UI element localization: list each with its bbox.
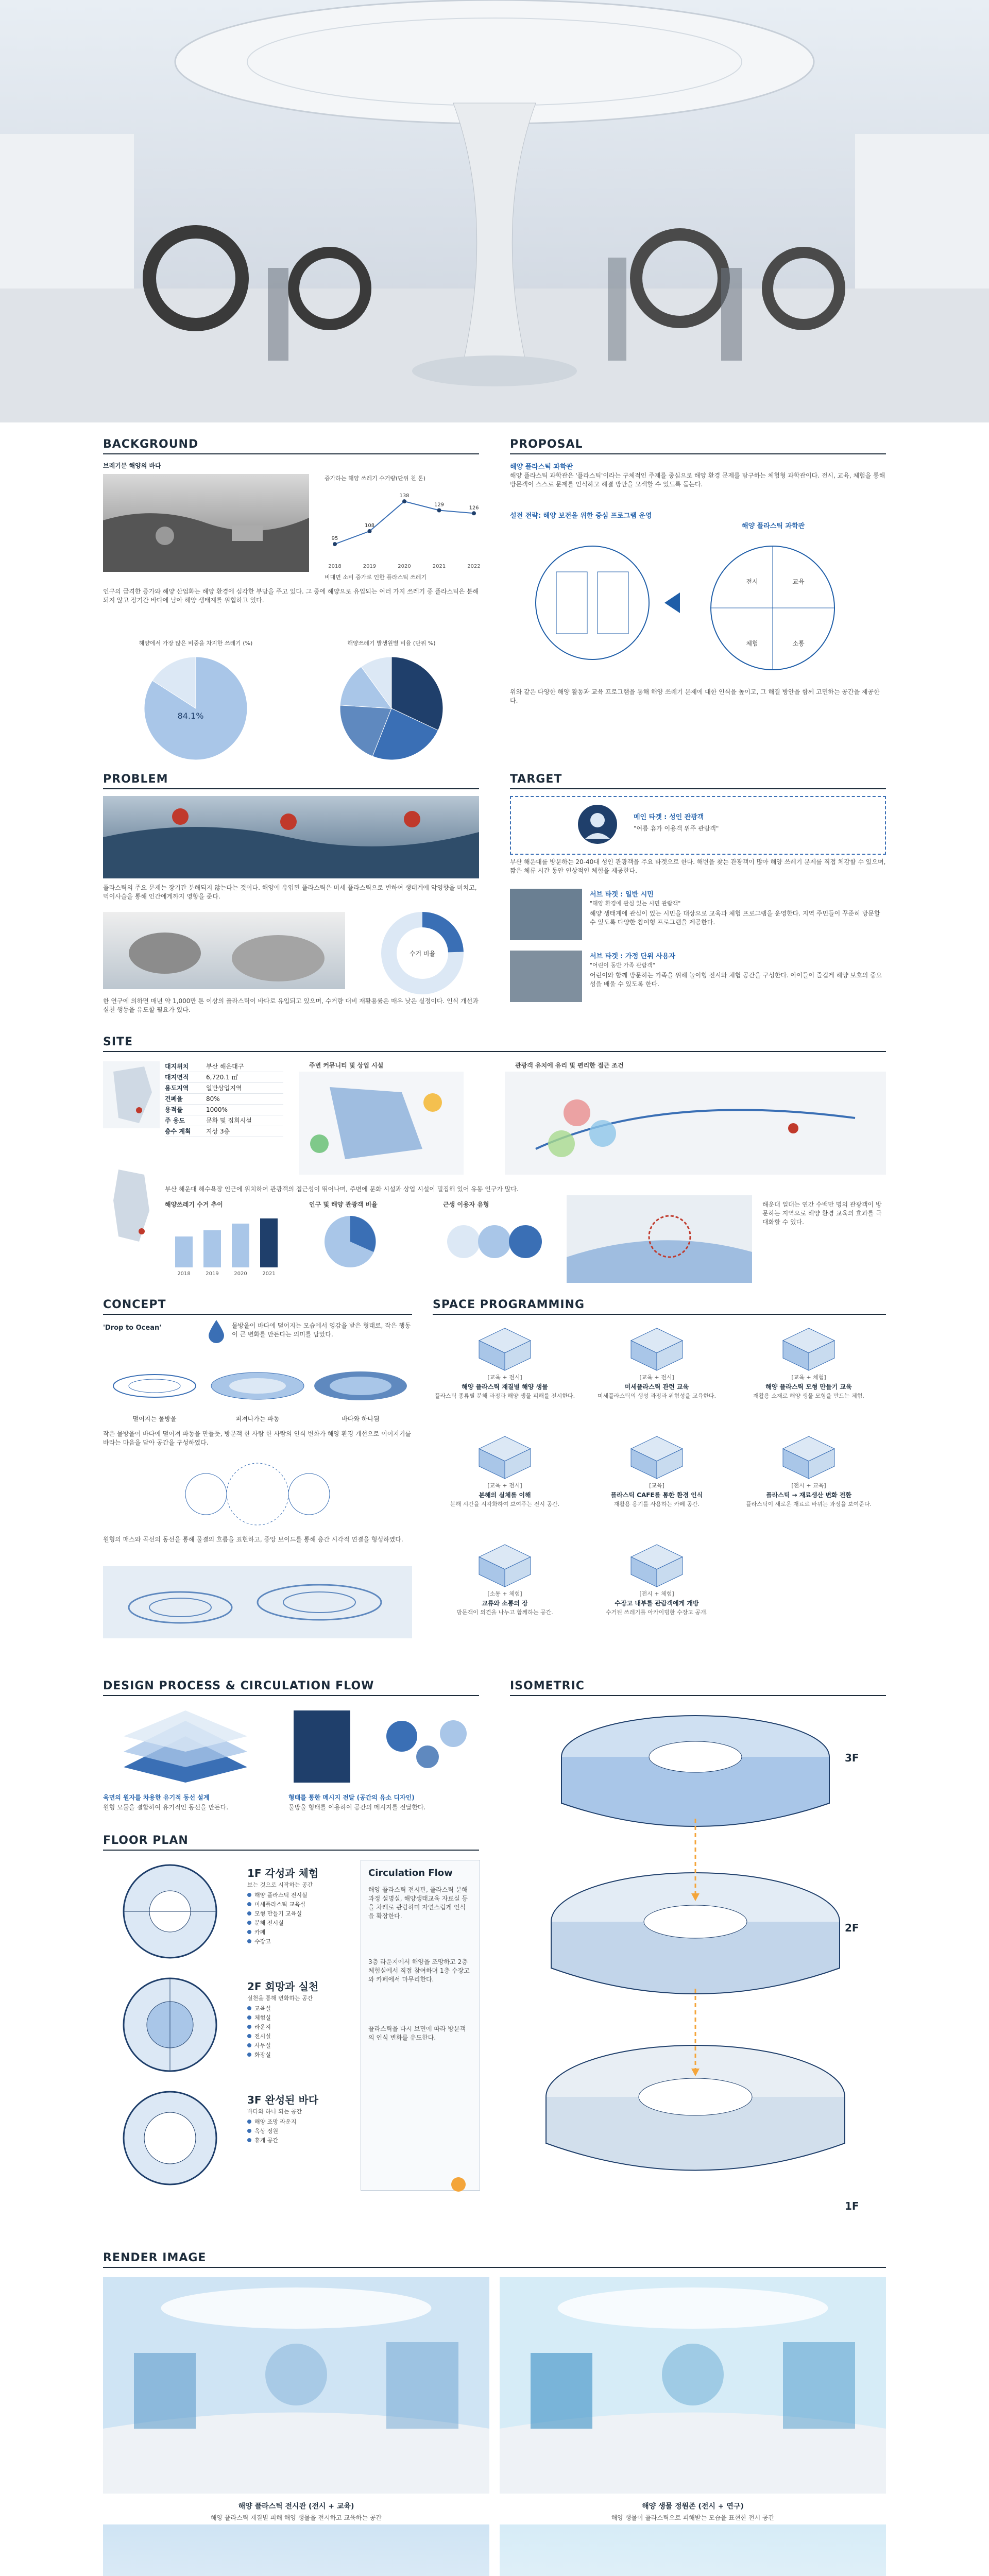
puzzle-item-3: 체험 bbox=[746, 640, 758, 647]
space-program-card bbox=[433, 1540, 577, 1643]
concept-desc: 물방울이 바다에 떨어지는 모습에서 영감을 받은 형태로, 작은 행동이 큰 변화를 만든다는 의미를 담았다. bbox=[232, 1322, 411, 1338]
x-tick-label: 2019 bbox=[363, 564, 377, 569]
site-table-key: 용도지역 bbox=[165, 1084, 189, 1092]
process-desc-2: 물방울 형태를 이용하여 공간의 메시지를 전달한다. bbox=[288, 1804, 426, 1811]
space-title: 해양 플라스틱 모형 만들기 교육 bbox=[765, 1383, 852, 1391]
space-desc: 플라스틱이 새로운 재료로 바뀌는 과정을 보여준다. bbox=[745, 1501, 872, 1507]
site-table-value: 1000% bbox=[206, 1106, 228, 1113]
site-table-key: 대지위치 bbox=[165, 1063, 189, 1070]
pie-chart-2 bbox=[335, 652, 448, 765]
target-main-quote: "여름 휴가 이용객 위주 관람객" bbox=[634, 825, 719, 832]
floor-2f-sub: 실천을 통해 변화하는 공간 bbox=[247, 1995, 313, 2002]
space-tag: [교육 + 전시] bbox=[487, 1482, 522, 1489]
background-subtitle: 브레기분 해양의 바다 bbox=[103, 462, 161, 469]
site-community-map bbox=[299, 1072, 464, 1175]
data-point bbox=[472, 511, 476, 515]
floor-legend-label: 수장고 bbox=[254, 1938, 271, 1945]
concept-body-2: 원형의 매스와 곡선의 동선을 통해 물결의 흐름을 표현하고, 중앙 보이드를 통해 층간 시각적 연결을 형성하였다. bbox=[103, 1536, 403, 1543]
site-table-value: 부산 해운대구 bbox=[206, 1063, 244, 1070]
pie-chart-1 bbox=[139, 652, 252, 765]
floor-legend-item bbox=[247, 1900, 350, 1909]
space-tag: [교육 + 전시] bbox=[639, 1374, 674, 1381]
divider bbox=[103, 453, 479, 454]
render-image bbox=[103, 2277, 489, 2494]
site-circle-chart bbox=[443, 1211, 546, 1273]
section-title-background: BACKGROUND bbox=[103, 438, 199, 451]
render-card bbox=[500, 2277, 886, 2522]
floor-1f-legend bbox=[247, 1891, 350, 1946]
concept-ripple-photo bbox=[103, 1566, 412, 1638]
divider bbox=[103, 788, 479, 789]
floor-legend-item bbox=[247, 2041, 350, 2050]
concept-label-2: 퍼져나가는 파동 bbox=[235, 1415, 280, 1422]
target-main-title: 메인 타겟 : 성인 관광객 bbox=[634, 814, 704, 821]
puzzle-item-2: 교육 bbox=[792, 578, 805, 585]
space-title: 분해의 실체를 이해 bbox=[479, 1492, 531, 1499]
donut-label: 수거 비율 bbox=[409, 950, 436, 957]
ocean-trash-photo bbox=[103, 474, 309, 572]
site-table-row bbox=[165, 1061, 283, 1072]
space-tag: [교육] bbox=[649, 1482, 664, 1489]
space-tag: [교육 + 체험] bbox=[791, 1374, 826, 1381]
pie2-title: 해양쓰레기 발생원별 비율 (단위 %) bbox=[347, 640, 436, 647]
legend-dot-icon bbox=[247, 1939, 251, 1943]
floor-legend-item bbox=[247, 2127, 350, 2136]
site-info-table bbox=[165, 1061, 283, 1137]
render-gallery bbox=[103, 2277, 886, 2576]
problem-photo-2 bbox=[103, 912, 345, 989]
hero-illustration bbox=[0, 0, 989, 422]
process-desc-1: 원형 모듈을 결합하여 유기적인 동선을 만든다. bbox=[103, 1804, 229, 1811]
korea-map bbox=[103, 1164, 155, 1247]
bar bbox=[203, 1230, 221, 1267]
site-table-row bbox=[165, 1094, 283, 1105]
site-locator-map bbox=[103, 1061, 160, 1128]
floor-legend-label: 체험실 bbox=[254, 2014, 271, 2021]
puzzle-diagram bbox=[525, 526, 876, 680]
isometric-building bbox=[510, 1700, 886, 2226]
space-title: 수장고 내부를 관람객에게 개방 bbox=[615, 1600, 699, 1607]
circulation-flow-body-2: 3층 라운지에서 해양을 조망하고 2층 체험실에서 직접 참여하며 1층 수장고와 카페에서 마무리한다. bbox=[368, 1958, 470, 1983]
legend-dot-icon bbox=[247, 2034, 251, 2038]
x-tick-label: 2022 bbox=[467, 564, 481, 569]
floor-legend-item bbox=[247, 2032, 350, 2041]
space-cube-icon bbox=[626, 1324, 688, 1373]
render-image bbox=[500, 2277, 886, 2494]
space-title: 교류와 소통의 장 bbox=[482, 1600, 528, 1607]
process-diagram-2 bbox=[288, 1705, 479, 1788]
data-label: 108 bbox=[364, 523, 375, 529]
space-cube-icon bbox=[778, 1432, 840, 1481]
space-cube-icon bbox=[626, 1540, 688, 1589]
iso-label-3f: 3F bbox=[845, 1752, 859, 1764]
section-title-site: SITE bbox=[103, 1036, 133, 1048]
target-photo-1 bbox=[510, 889, 582, 940]
floor-legend-label: 미세플라스틱 교육실 bbox=[254, 1901, 306, 1908]
render-card bbox=[103, 2277, 489, 2522]
floor-legend-label: 분해 전시실 bbox=[254, 1920, 284, 1926]
floor-legend-item bbox=[247, 1909, 350, 1919]
data-point bbox=[333, 542, 337, 546]
space-program-card bbox=[433, 1432, 577, 1535]
target-sub2-body: 어린이와 함께 방문하는 가족을 위해 놀이형 전시와 체험 공간을 구성한다. 아이들이 즐겁게 해양 보호의 중요성을 배울 수 있도록 한다. bbox=[590, 972, 882, 988]
iso-label-1f: 1F bbox=[845, 2200, 859, 2212]
space-cube-icon bbox=[474, 1432, 536, 1481]
floor-legend-item bbox=[247, 2004, 350, 2013]
water-drop-icon bbox=[206, 1319, 227, 1345]
site-chart1-title: 해양쓰레기 수거 추이 bbox=[165, 1201, 223, 1208]
bar-category-label: 2021 bbox=[262, 1271, 276, 1277]
floor-legend-item bbox=[247, 2013, 350, 2023]
concept-label-1: 떨어지는 물방울 bbox=[132, 1415, 177, 1422]
site-map2-title: 주변 커뮤니티 및 상업 시설 bbox=[309, 1062, 384, 1069]
site-chart2-title: 인구 및 해양 관광객 비율 bbox=[309, 1201, 378, 1208]
data-point bbox=[368, 529, 372, 533]
legend-dot-icon bbox=[247, 1911, 251, 1916]
section-title-concept: CONCEPT bbox=[103, 1298, 166, 1311]
bar-category-label: 2018 bbox=[177, 1271, 191, 1277]
process-title-2: 형태를 통한 메시지 전달 (공간의 유소 디자인) bbox=[288, 1794, 415, 1801]
space-desc: 플라스틱 종류별 분해 과정과 해양 생물 피해를 전시한다. bbox=[434, 1393, 575, 1399]
pie1-title: 해양에서 가장 많은 비중을 차지한 쓰레기 (%) bbox=[139, 640, 253, 647]
site-table-key: 대지면적 bbox=[165, 1074, 189, 1081]
data-label: 138 bbox=[399, 493, 410, 499]
render-title: 해양 플라스틱 전시관 (전시 + 교육) bbox=[238, 2502, 354, 2511]
floor-1f-title: 1F 각성과 체험 bbox=[247, 1867, 319, 1879]
process-title-1: 육면의 원자를 차용한 유기적 동선 설계 bbox=[103, 1794, 210, 1801]
floor-3f-title: 3F 완성된 바다 bbox=[247, 2094, 319, 2106]
floor-legend-label: 전시실 bbox=[254, 2033, 271, 2040]
floor-plan-1f bbox=[103, 1860, 237, 1963]
process-diagram-1 bbox=[103, 1705, 273, 1788]
site-aerial-map bbox=[567, 1195, 752, 1283]
site-table-value: 6,720.1 ㎡ bbox=[206, 1074, 238, 1081]
floor-plan-3f bbox=[103, 2087, 237, 2190]
target-sub1-title: 서브 타겟 : 일반 시민 bbox=[590, 891, 654, 899]
site-table-row bbox=[165, 1115, 283, 1126]
space-tag: [전시 + 교육] bbox=[791, 1482, 826, 1489]
puzzle-item-4: 소통 bbox=[792, 640, 805, 647]
site-table-key: 용적률 bbox=[165, 1106, 183, 1113]
space-program-card bbox=[433, 1324, 577, 1427]
background-body: 인구의 급격한 증가와 해양 산업화는 해양 환경에 심각한 부담을 주고 있다. 그 중에 해양으로 유입되는 여러 가지 쓰레기 중 플라스틱은 분해되지 않고 장기간 바다에 남아 해양 생태계를 위협하고 있다. bbox=[103, 588, 479, 604]
legend-dot-icon bbox=[247, 2015, 251, 2020]
site-table-value: 80% bbox=[206, 1095, 220, 1103]
legend-dot-icon bbox=[247, 1921, 251, 1925]
floor-legend-label: 해양 조망 라운지 bbox=[254, 2119, 297, 2125]
floor-legend-item bbox=[247, 2117, 350, 2127]
legend-dot-icon bbox=[247, 2053, 251, 2057]
floor-1f-sub: 보는 것으로 시작하는 공간 bbox=[247, 1882, 313, 1888]
site-table-row bbox=[165, 1072, 283, 1083]
site-bar-chart bbox=[165, 1211, 288, 1278]
iso-label-2f: 2F bbox=[845, 1922, 859, 1934]
circulation-flow-title: Circulation Flow bbox=[368, 1868, 453, 1878]
space-program-card bbox=[585, 1324, 729, 1427]
divider bbox=[510, 788, 886, 789]
site-table-row bbox=[165, 1126, 283, 1137]
render-card-secondary bbox=[103, 2524, 489, 2576]
puzzle-center-label: 해양 플라스틱 과학관 bbox=[742, 522, 805, 530]
space-desc: 방문객이 의견을 나누고 함께하는 공간. bbox=[456, 1609, 553, 1616]
x-tick-label: 2021 bbox=[432, 564, 446, 569]
space-cube-icon bbox=[778, 1324, 840, 1373]
divider bbox=[510, 1695, 886, 1696]
section-title-design-process: DESIGN PROCESS & CIRCULATION FLOW bbox=[103, 1680, 374, 1692]
space-cube-icon bbox=[474, 1324, 536, 1373]
site-table-value: 지상 3층 bbox=[206, 1128, 230, 1135]
site-table-key: 건폐율 bbox=[165, 1095, 183, 1103]
target-photo-2 bbox=[510, 951, 582, 1002]
divider bbox=[103, 1850, 479, 1851]
concept-diagram-2 bbox=[103, 1458, 412, 1530]
space-program-card bbox=[737, 1324, 881, 1427]
section-title-proposal: PROPOSAL bbox=[510, 438, 583, 451]
floor-legend-label: 모형 만들기 교육실 bbox=[254, 1910, 302, 1917]
space-program-card bbox=[737, 1432, 881, 1535]
pie-label: 84.1% bbox=[177, 711, 204, 721]
data-label: 129 bbox=[434, 502, 445, 508]
floor-3f-legend bbox=[247, 2117, 350, 2145]
site-table-row bbox=[165, 1083, 283, 1094]
section-title-isometric: ISOMETRIC bbox=[510, 1680, 585, 1692]
bar bbox=[232, 1224, 249, 1267]
hero-render bbox=[0, 0, 989, 422]
space-desc: 재활용 소재로 해양 생물 모형을 만드는 체험. bbox=[753, 1393, 864, 1399]
floor-legend-label: 카페 bbox=[254, 1929, 266, 1936]
floor-legend-label: 해양 플라스틱 전시실 bbox=[254, 1892, 308, 1899]
circulation-flow-body: 해양 플라스틱 전시관, 플라스틱 분해과정 설명실, 해양생태교육 자료실 등을 차례로 관람하며 자연스럽게 인식을 확장한다. bbox=[368, 1886, 468, 1920]
render-card-secondary bbox=[500, 2524, 886, 2576]
floor-2f-title: 2F 회망과 실천 bbox=[247, 1980, 319, 1993]
divider bbox=[103, 1314, 412, 1315]
space-cube-icon bbox=[474, 1540, 536, 1589]
space-cube-icon bbox=[626, 1432, 688, 1481]
concept-title: 'Drop to Ocean' bbox=[103, 1324, 162, 1332]
legend-dot-icon bbox=[247, 2129, 251, 2133]
divider bbox=[103, 1695, 479, 1696]
space-tag: [전시 + 체험] bbox=[639, 1590, 674, 1597]
site-body: 부산 해운대 해수욕장 인근에 위치하여 관광객의 접근성이 뛰어나며, 주변에 문화 시설과 상업 시설이 밀집해 있어 유동 인구가 많다. bbox=[165, 1185, 519, 1193]
legend-dot-icon bbox=[247, 2138, 251, 2142]
bar bbox=[260, 1218, 278, 1267]
legend-dot-icon bbox=[247, 1930, 251, 1934]
space-desc: 분해 시간을 시각화하여 보여주는 전시 공간. bbox=[450, 1501, 560, 1507]
floor-legend-item bbox=[247, 2050, 350, 2060]
site-table-value: 문화 및 집회시설 bbox=[206, 1117, 252, 1124]
floor-legend-label: 사무실 bbox=[254, 2042, 271, 2049]
floor-legend-label: 옥상 정원 bbox=[254, 2128, 279, 2134]
space-program-card bbox=[585, 1540, 729, 1643]
divider bbox=[510, 453, 886, 454]
divider bbox=[433, 1314, 886, 1315]
concept-label-3: 바다와 하나됨 bbox=[342, 1415, 380, 1422]
floor-3f-sub: 바다와 하나 되는 공간 bbox=[247, 2108, 302, 2115]
proposal-body: 해양 플라스틱 과학관은 '플라스틱'이라는 구체적인 주제를 중심으로 해양 환경 문제를 탐구하는 체험형 과학관이다. 전시, 교육, 체험을 통해 방문객이 스스로 문제를 인식하고 해결 방안을 모색할 수 있도록 돕는다. bbox=[510, 472, 885, 488]
concept-body: 작은 물방울이 바다에 떨어져 파동을 만들듯, 방문객 한 사람 한 사람의 인식 변화가 해양 환경 개선으로 이어지기를 바라는 마음을 담아 공간을 구성하였다. bbox=[103, 1430, 412, 1446]
problem-body-2: 한 연구에 의하면 매년 약 1,000만 톤 이상의 플라스틱이 바다로 유입되고 있으며, 수거량 대비 재활용률은 매우 낮은 실정이다. 인식 개선과 실천 행동을 유도할 필요가 있다. bbox=[103, 997, 479, 1013]
data-label: 126 bbox=[469, 505, 479, 511]
site-tourism-map bbox=[505, 1072, 886, 1175]
x-tick-label: 2018 bbox=[328, 564, 342, 569]
space-title: 플라스틱 → 재료생산 변화 전환 bbox=[766, 1492, 851, 1499]
bar-category-label: 2019 bbox=[206, 1271, 219, 1277]
floor-plan-2f bbox=[103, 1973, 237, 2076]
space-program-card bbox=[585, 1432, 729, 1535]
floor-legend-item bbox=[247, 1919, 350, 1928]
floor-legend-item bbox=[247, 1928, 350, 1937]
site-table-value: 일반상업지역 bbox=[206, 1084, 242, 1092]
render-desc: 해양 생물이 플라스틱으로 피해받는 모습을 표현한 전시 공간 bbox=[611, 2514, 775, 2521]
divider bbox=[103, 1051, 886, 1052]
target-sub1-quote: "해양 환경에 관심 있는 시민 관람객" bbox=[590, 900, 681, 907]
render-desc: 해양 플라스틱 재질별 피해 해양 생물을 전시하고 교육하는 공간 bbox=[211, 2514, 382, 2521]
site-body-2: 해운대 일대는 연간 수백만 명의 관광객이 방문하는 지역으로 해양 환경 교육의 효과를 극대화할 수 있다. bbox=[762, 1201, 882, 1226]
target-sub2-title: 서브 타겟 : 가정 단위 사용자 bbox=[590, 953, 675, 960]
section-title-space-programming: SPACE PROGRAMMING bbox=[433, 1298, 585, 1311]
legend-dot-icon bbox=[247, 1902, 251, 1906]
legend-dot-icon bbox=[247, 2025, 251, 2029]
space-title: 해양 플라스틱 재질별 해양 생물 bbox=[462, 1383, 548, 1391]
space-tag: [교육 + 전시] bbox=[487, 1374, 522, 1381]
space-desc: 재활용 용기를 사용하는 카페 공간. bbox=[613, 1501, 700, 1507]
legend-dot-icon bbox=[247, 2043, 251, 2047]
proposal-intro: 해양 플라스틱 과학관 bbox=[510, 463, 573, 471]
proposal-body-2: 위와 같은 다양한 해양 활동과 교육 프로그램을 통해 해양 쓰레기 문제에 대한 인식을 높이고, 그 해결 방안을 함께 고민하는 공간을 제공한다. bbox=[510, 688, 880, 704]
site-table-key: 층수 계획 bbox=[165, 1128, 191, 1135]
space-title: 플라스틱 CAFE를 통한 환경 인식 bbox=[610, 1492, 703, 1499]
target-avatar-icon bbox=[577, 804, 618, 845]
floor-legend-item bbox=[247, 1891, 350, 1900]
section-title-render-image: RENDER IMAGE bbox=[103, 2251, 207, 2264]
section-title-floor-plan: FLOOR PLAN bbox=[103, 1834, 189, 1847]
section-title-target: TARGET bbox=[510, 773, 562, 786]
chart-title: 증가하는 해양 쓰레기 수거량(단위 천 톤) bbox=[325, 475, 426, 482]
problem-body-1: 플라스틱의 주요 문제는 장기간 분해되지 않는다는 것이다. 해양에 유입된 플라스틱은 미세 플라스틱으로 변하여 생태계에 악영향을 미치고, 먹이사슬을 통해 인간에게까지 영향을 준다. bbox=[103, 884, 477, 900]
space-desc: 미세플라스틱의 생성 과정과 위험성을 교육한다. bbox=[597, 1393, 716, 1399]
space-desc: 수거된 쓰레기를 아카이빙한 수장고 공개. bbox=[605, 1609, 708, 1616]
floor-legend-item bbox=[247, 2136, 350, 2145]
proposal-sub: 설전 전략: 해양 보전을 위한 중심 프로그램 운영 bbox=[510, 512, 652, 520]
legend-dot-icon bbox=[247, 2120, 251, 2124]
space-tag: [소통 + 체험] bbox=[487, 1590, 522, 1597]
site-table-row bbox=[165, 1105, 283, 1115]
x-tick-label: 2020 bbox=[398, 564, 411, 569]
divider bbox=[103, 2267, 886, 2268]
floor-legend-label: 휴게 공간 bbox=[254, 2137, 279, 2144]
data-label: 95 bbox=[331, 536, 338, 542]
problem-photo bbox=[103, 796, 479, 878]
sun-icon bbox=[448, 2174, 469, 2195]
floor-legend-label: 교육실 bbox=[254, 2005, 271, 2012]
concept-ripple-diagram bbox=[103, 1355, 412, 1412]
puzzle-item-1: 전시 bbox=[746, 578, 758, 585]
floor-2f-legend bbox=[247, 2004, 350, 2060]
circulation-flow-body-3: 플라스틱을 다시 보면에 따라 방문객의 인식 변화를 유도한다. bbox=[368, 2025, 466, 2041]
legend-dot-icon bbox=[247, 2006, 251, 2010]
floor-legend-label: 라운지 bbox=[254, 2024, 271, 2030]
site-pie-chart bbox=[319, 1211, 381, 1273]
legend-dot-icon bbox=[247, 1893, 251, 1897]
floor-legend-item bbox=[247, 2023, 350, 2032]
bar-category-label: 2020 bbox=[234, 1271, 247, 1277]
line-chart bbox=[319, 484, 479, 572]
floor-legend-item bbox=[247, 1937, 350, 1946]
site-map3-title: 관광객 유치에 유리 및 편리한 접근 조건 bbox=[515, 1062, 624, 1069]
data-point bbox=[437, 509, 441, 513]
chart-subtitle: 비대면 소비 증가로 인한 플라스틱 쓰레기 bbox=[325, 574, 427, 581]
space-grid bbox=[433, 1324, 886, 1643]
section-title-problem: PROBLEM bbox=[103, 773, 168, 786]
target-sub1-body: 해양 생태계에 관심이 있는 시민을 대상으로 교육과 체험 프로그램을 운영한다. 지역 주민들이 꾸준히 방문할 수 있도록 다양한 참여형 프로그램을 제공한다. bbox=[590, 910, 880, 926]
target-body: 부산 해운대를 방문하는 20-40대 성인 관광객을 주요 타겟으로 한다. 해변을 찾는 관광객이 많아 해양 쓰레기 문제를 직접 체감할 수 있으며, 짧은 체류 시간 동안 인상적인 체험을 제공한다. bbox=[510, 858, 886, 874]
floor-legend-label: 화장실 bbox=[254, 2052, 271, 2058]
site-chart3-title: 근생 이용자 유형 bbox=[443, 1201, 489, 1208]
render-title: 해양 생물 정원존 (전시 + 연구) bbox=[642, 2502, 744, 2511]
data-point bbox=[402, 499, 406, 503]
space-title: 미세플라스틱 관련 교육 bbox=[624, 1383, 689, 1391]
target-sub2-quote: "어린이 동반 가족 관람객" bbox=[590, 962, 655, 969]
bar bbox=[175, 1236, 193, 1267]
site-table-key: 주 용도 bbox=[165, 1117, 185, 1124]
